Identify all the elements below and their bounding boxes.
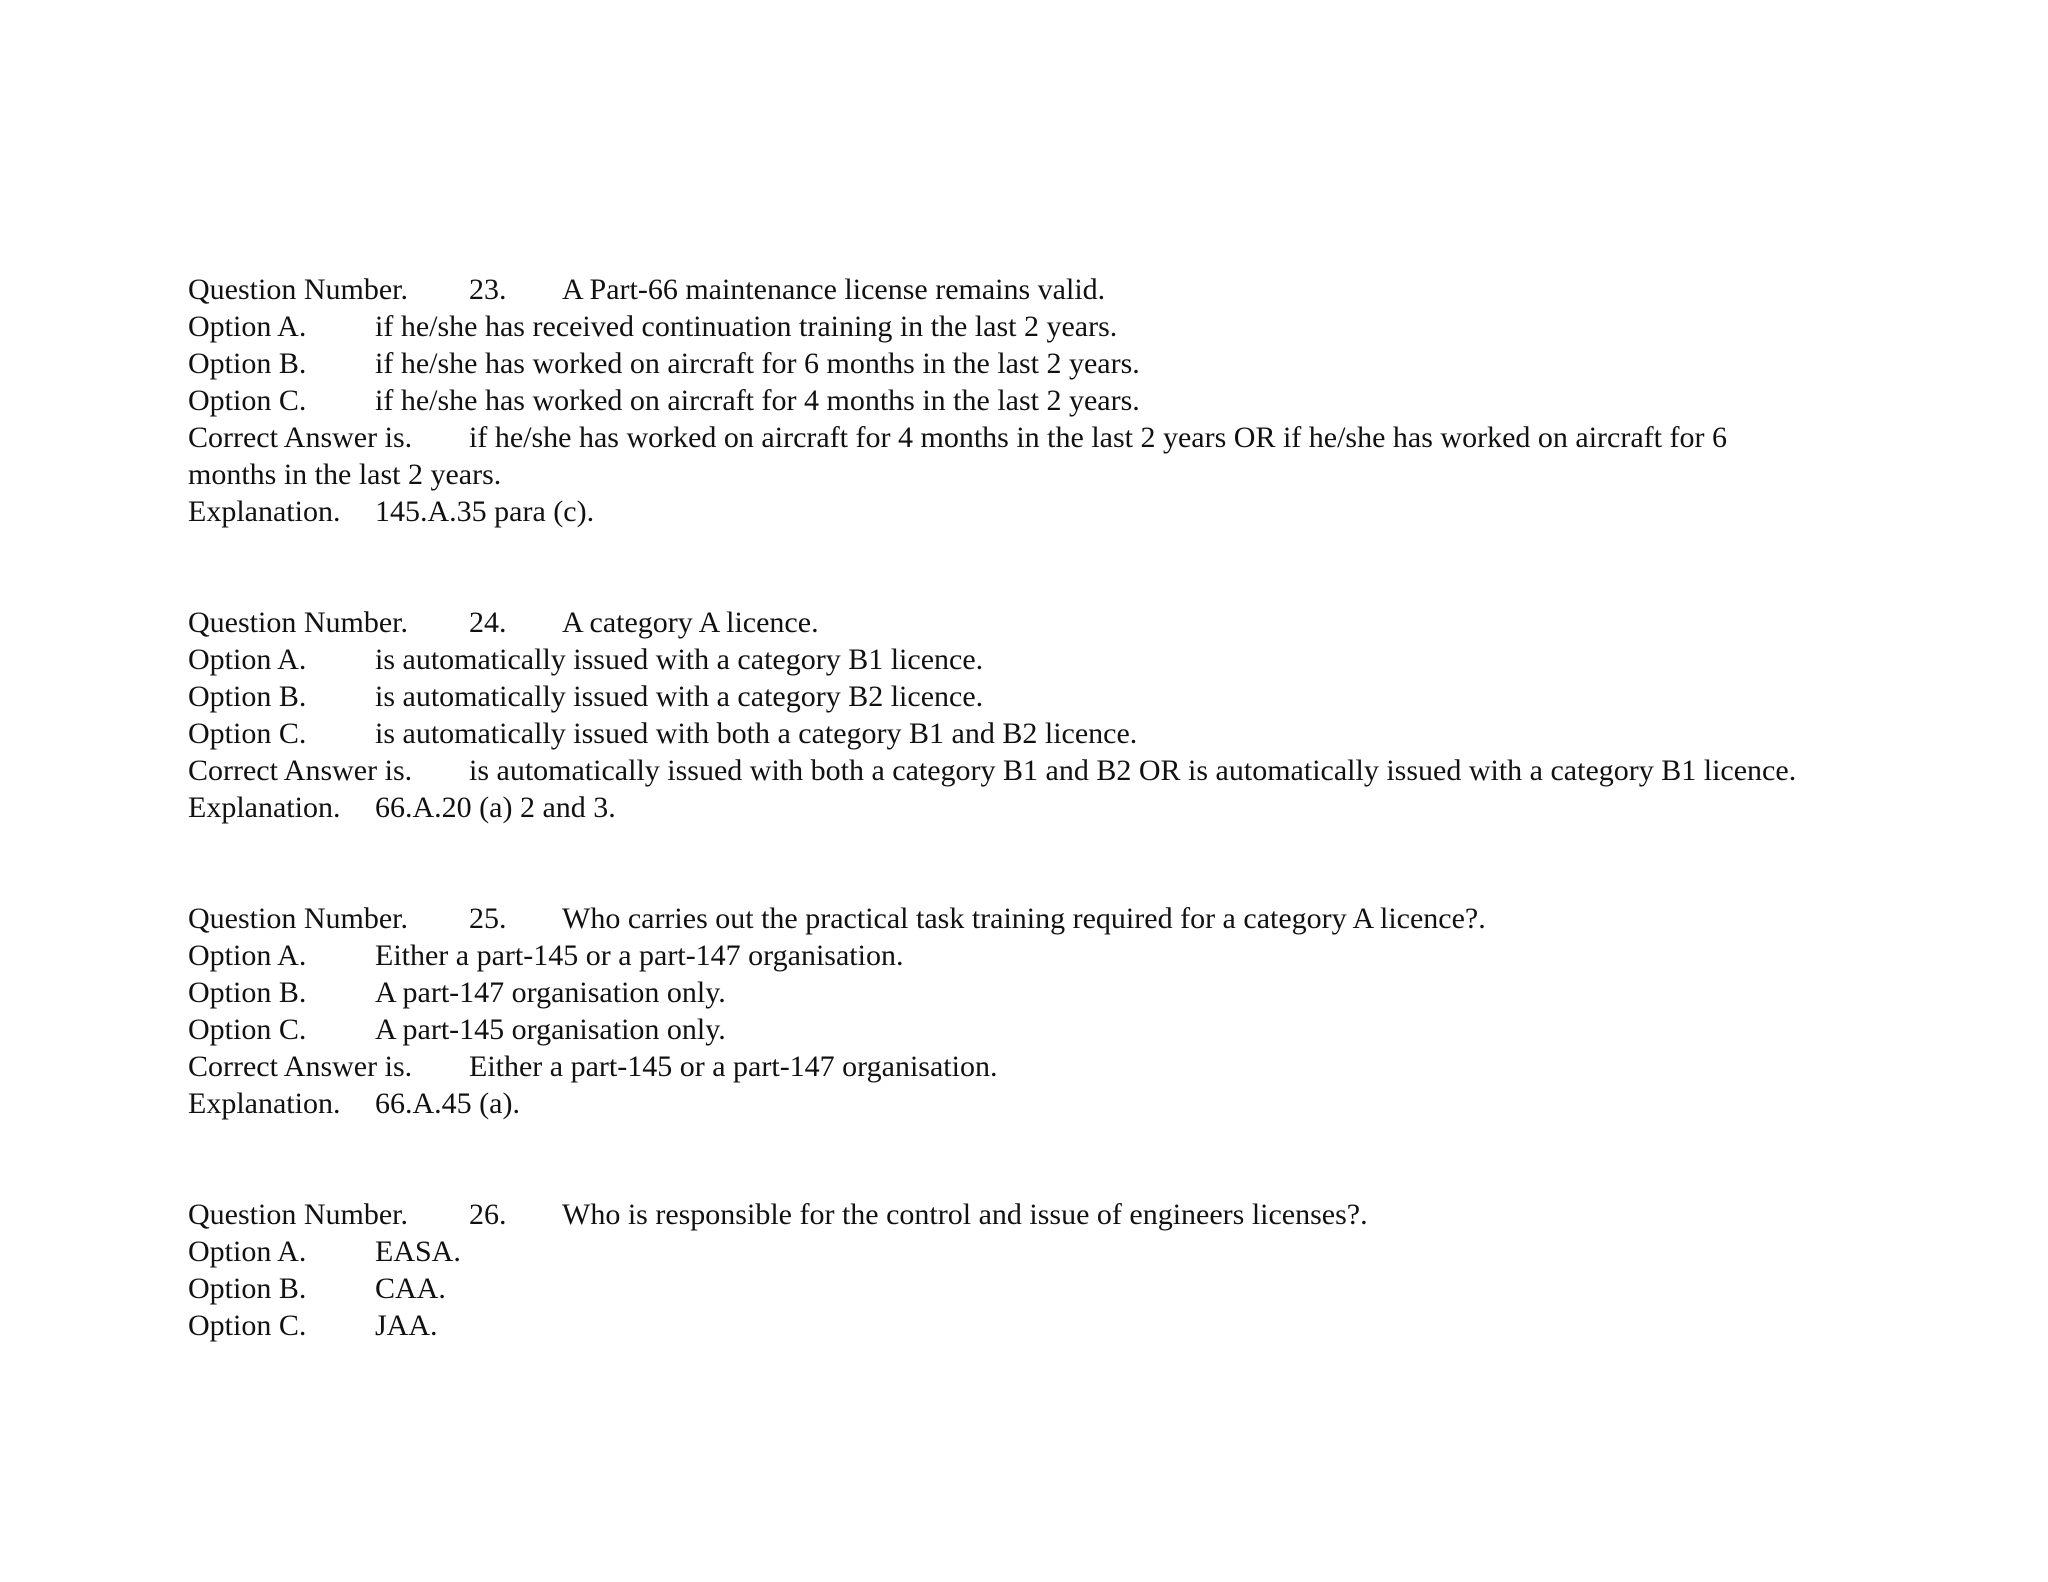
- option-a-label: Option A.: [188, 310, 307, 343]
- correct-answer-line: [188, 1048, 2008, 1085]
- option-a-line: [188, 937, 2008, 974]
- explanation-line: [188, 1085, 2008, 1122]
- explanation-text: 145.A.35 para (c).: [375, 495, 595, 528]
- option-c-text: JAA.: [375, 1309, 438, 1342]
- option-c-label: Option C.: [188, 1309, 307, 1342]
- option-a-line: [188, 1233, 2008, 1270]
- option-b-label: Option B.: [188, 1272, 307, 1305]
- explanation-label: Explanation.: [188, 791, 341, 824]
- option-c-label: Option C.: [188, 384, 307, 417]
- question-number-label: Question Number.: [188, 902, 408, 935]
- option-a-text: if he/she has received continuation training in the last 2 years.: [375, 310, 1118, 343]
- block-spacer: [188, 1122, 2008, 1196]
- option-a-line: [188, 308, 2008, 345]
- explanation-line: [188, 493, 2008, 530]
- question-number: 23.: [469, 273, 507, 306]
- option-c-text: is automatically issued with both a category B1 and B2 licence.: [375, 717, 1138, 750]
- question-number: 24.: [469, 606, 507, 639]
- option-b-text: is automatically issued with a category B2 licence.: [375, 680, 984, 713]
- option-b-text: CAA.: [375, 1272, 446, 1305]
- explanation-line: [188, 789, 2008, 826]
- correct-answer-continuation: [188, 456, 2008, 493]
- question-number-label: Question Number.: [188, 1198, 408, 1231]
- question-line: [188, 604, 2008, 641]
- option-b-line: [188, 974, 2008, 1011]
- correct-answer-label: Correct Answer is.: [188, 754, 413, 787]
- question-line: [188, 271, 2008, 308]
- document-page: [188, 271, 2008, 1344]
- question-number: 26.: [469, 1198, 507, 1231]
- option-b-label: Option B.: [188, 976, 307, 1009]
- question-block-23: [188, 271, 2008, 530]
- question-number-label: Question Number.: [188, 606, 408, 639]
- option-a-text: Either a part-145 or a part-147 organisation.: [375, 939, 904, 972]
- correct-answer-text: if he/she has worked on aircraft for 4 months in the last 2 years OR if he/she has worked on aircraft for 6: [469, 421, 1727, 454]
- correct-answer-line: [188, 752, 2008, 789]
- option-a-label: Option A.: [188, 643, 307, 676]
- question-block-24: [188, 604, 2008, 826]
- block-spacer: [188, 826, 2008, 900]
- explanation-label: Explanation.: [188, 495, 341, 528]
- option-a-text: is automatically issued with a category B1 licence.: [375, 643, 984, 676]
- question-text: Who is responsible for the control and issue of engineers licenses?.: [562, 1198, 1368, 1231]
- option-c-line: [188, 1307, 2008, 1344]
- question-block-26: [188, 1196, 2008, 1344]
- option-c-label: Option C.: [188, 1013, 307, 1046]
- option-b-text: if he/she has worked on aircraft for 6 months in the last 2 years.: [375, 347, 1140, 380]
- option-b-line: [188, 678, 2008, 715]
- block-spacer: [188, 530, 2008, 604]
- option-a-label: Option A.: [188, 939, 307, 972]
- question-text: A Part-66 maintenance license remains valid.: [562, 273, 1106, 306]
- correct-answer-label: Correct Answer is.: [188, 1050, 413, 1083]
- option-b-line: [188, 345, 2008, 382]
- option-c-line: [188, 1011, 2008, 1048]
- correct-answer-text-cont: months in the last 2 years.: [188, 458, 502, 491]
- option-b-line: [188, 1270, 2008, 1307]
- correct-answer-text: is automatically issued with both a category B1 and B2 OR is automatically issued with a category B1 licence.: [469, 754, 1797, 787]
- question-number: 25.: [469, 902, 507, 935]
- option-c-label: Option C.: [188, 717, 307, 750]
- option-c-text: if he/she has worked on aircraft for 4 months in the last 2 years.: [375, 384, 1140, 417]
- option-a-text: EASA.: [375, 1235, 461, 1268]
- option-a-line: [188, 641, 2008, 678]
- explanation-label: Explanation.: [188, 1087, 341, 1120]
- option-a-label: Option A.: [188, 1235, 307, 1268]
- option-b-label: Option B.: [188, 680, 307, 713]
- correct-answer-text: Either a part-145 or a part-147 organisation.: [469, 1050, 998, 1083]
- correct-answer-label: Correct Answer is.: [188, 421, 413, 454]
- question-line: [188, 1196, 2008, 1233]
- option-c-line: [188, 715, 2008, 752]
- question-line: [188, 900, 2008, 937]
- question-text: A category A licence.: [562, 606, 819, 639]
- option-c-text: A part-145 organisation only.: [375, 1013, 726, 1046]
- question-number-label: Question Number.: [188, 273, 408, 306]
- explanation-text: 66.A.45 (a).: [375, 1087, 520, 1120]
- option-c-line: [188, 382, 2008, 419]
- question-block-25: [188, 900, 2008, 1122]
- option-b-text: A part-147 organisation only.: [375, 976, 726, 1009]
- question-text: Who carries out the practical task training required for a category A licence?.: [562, 902, 1486, 935]
- explanation-text: 66.A.20 (a) 2 and 3.: [375, 791, 616, 824]
- option-b-label: Option B.: [188, 347, 307, 380]
- correct-answer-line: [188, 419, 2008, 456]
